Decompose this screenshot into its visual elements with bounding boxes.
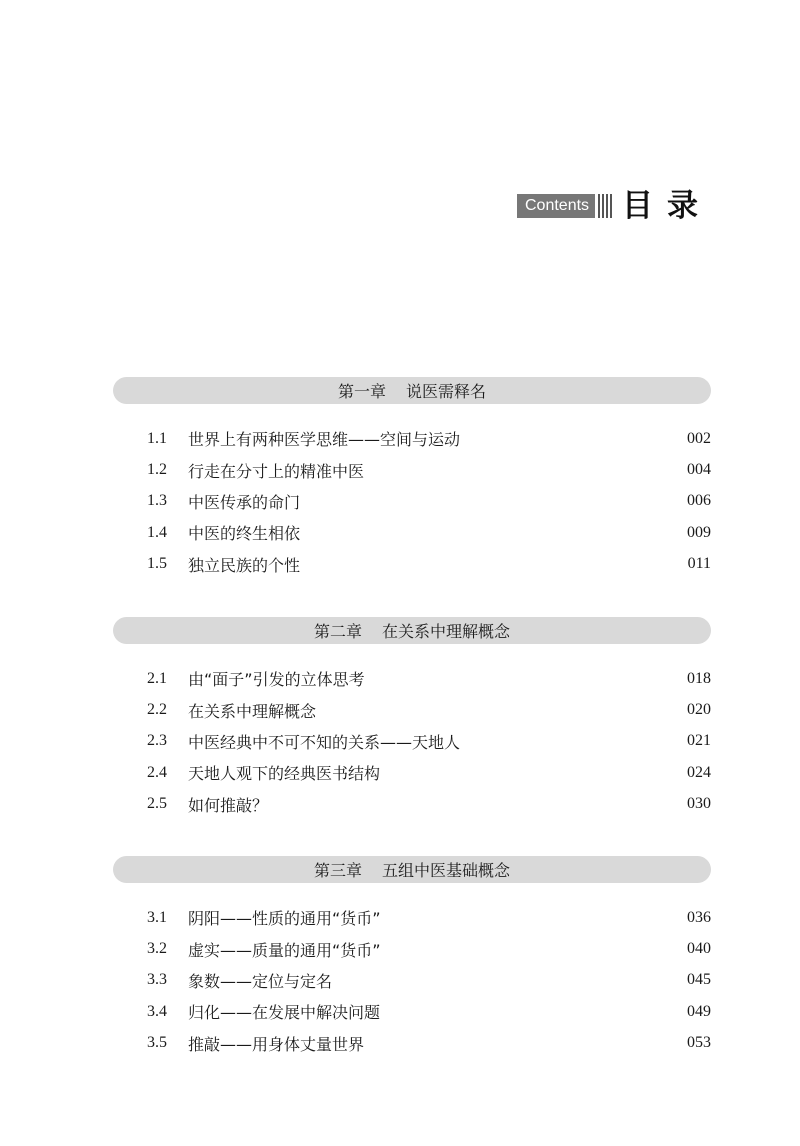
entry-title: 中医经典中不可不知的关系——天地人 [188, 732, 461, 752]
entry-title: 独立民族的个性 [188, 555, 301, 575]
toc-entry[interactable] [113, 454, 711, 485]
entry-page: 030 [687, 795, 711, 813]
toc-entry[interactable] [113, 423, 711, 454]
toc-entry[interactable] [113, 757, 711, 788]
entry-number: 2.4 [147, 763, 167, 781]
chapter-heading[interactable] [113, 617, 711, 644]
entry-number: 1.5 [147, 555, 167, 573]
entry-title: 推敲——用身体丈量世界 [188, 1034, 365, 1054]
toc-entry[interactable] [113, 726, 711, 757]
contents-header [517, 186, 712, 226]
entry-number: 2.5 [147, 795, 167, 813]
entry-number: 3.2 [147, 940, 167, 958]
entry-page: 004 [687, 461, 711, 479]
entry-number: 1.2 [147, 461, 167, 479]
chapter-number: 第一章 [337, 382, 386, 401]
entry-page: 024 [687, 763, 711, 781]
entry-page: 040 [687, 940, 711, 958]
entry-number: 3.5 [147, 1034, 167, 1052]
chapter-number: 第三章 [313, 861, 362, 880]
entry-title: 中医传承的命门 [188, 492, 301, 512]
entry-page: 020 [687, 701, 711, 719]
entry-number: 2.1 [147, 669, 167, 687]
entry-page: 045 [687, 971, 711, 989]
entry-title: 中医的终生相依 [188, 524, 301, 544]
toc-entry[interactable] [113, 902, 711, 933]
entry-title: 天地人观下的经典医书结构 [188, 764, 381, 784]
toc-entry[interactable] [113, 663, 711, 694]
toc-list [113, 423, 711, 580]
contents-badge: Contents [517, 194, 595, 218]
entry-page: 018 [687, 669, 711, 687]
entry-title: 归化——在发展中解决问题 [188, 1003, 381, 1023]
entry-number: 1.1 [147, 429, 167, 447]
chapter-1 [113, 377, 711, 580]
toc-entry[interactable] [113, 996, 711, 1027]
entry-number: 3.1 [147, 908, 167, 926]
entry-title: 在关系中理解概念 [188, 701, 317, 721]
entry-title: 由“面子”引发的立体思考 [188, 670, 365, 690]
toc-list [113, 902, 711, 1059]
entry-number: 3.4 [147, 1002, 167, 1020]
entry-page: 006 [687, 492, 711, 510]
entry-page: 036 [687, 908, 711, 926]
entry-page: 021 [687, 732, 711, 750]
entry-number: 2.3 [147, 732, 167, 750]
toc-entry[interactable] [113, 789, 711, 820]
entry-number: 2.2 [147, 701, 167, 719]
chapter-title: 在关系中理解概念 [382, 622, 511, 641]
chapter-number: 第二章 [313, 622, 362, 641]
entry-page: 053 [687, 1034, 711, 1052]
chapter-title: 说医需释名 [406, 382, 487, 401]
entry-title: 如何推敲？ [188, 795, 269, 815]
entry-title: 虚实——质量的通用“货币” [188, 940, 381, 960]
page-title: 目录 [622, 188, 713, 224]
entry-number: 1.4 [147, 523, 167, 541]
entry-page: 009 [687, 523, 711, 541]
chapter-title: 五组中医基础概念 [382, 861, 511, 880]
toc-list [113, 663, 711, 820]
entry-page: 049 [687, 1002, 711, 1020]
toc-entry[interactable] [113, 1028, 711, 1059]
entry-page: 011 [687, 555, 711, 573]
toc-entry[interactable] [113, 486, 711, 517]
entry-number: 1.3 [147, 492, 167, 510]
toc-entry[interactable] [113, 549, 711, 580]
entry-title: 象数——定位与定名 [188, 971, 333, 991]
entry-title: 阴阳——性质的通用“货币” [188, 909, 381, 929]
entry-page: 002 [687, 429, 711, 447]
toc-entry[interactable] [113, 933, 711, 964]
chapter-heading[interactable] [113, 377, 711, 404]
chapter-2 [113, 617, 711, 820]
chapter-3 [113, 856, 711, 1059]
entry-title: 世界上有两种医学思维——空间与运动 [188, 430, 461, 450]
toc-entry[interactable] [113, 517, 711, 548]
entry-number: 3.3 [147, 971, 167, 989]
entry-title: 行走在分寸上的精准中医 [188, 461, 365, 481]
chapter-heading[interactable] [113, 856, 711, 883]
toc-entry[interactable] [113, 694, 711, 725]
toc-entry[interactable] [113, 965, 711, 996]
decorative-bars-icon [598, 194, 614, 218]
